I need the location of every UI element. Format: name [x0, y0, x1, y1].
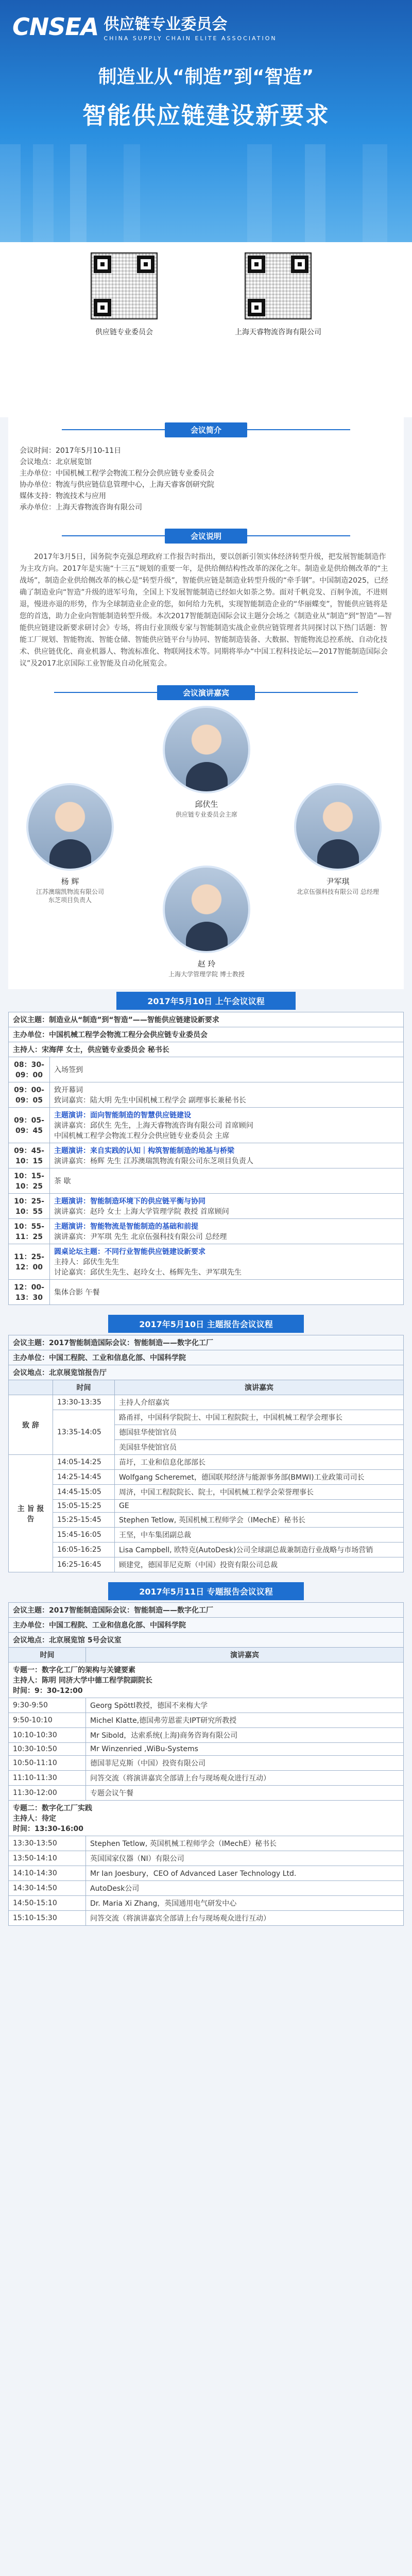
table-cell: AutoDesk公司 — [86, 1881, 404, 1896]
table-cell: 会议主题：2017智能制造国际会议：智能制造——数字化工厂 — [9, 1603, 404, 1618]
table-cell: 德国驻华使馆官员 — [115, 1425, 404, 1440]
schedule-banner — [0, 989, 412, 1012]
qr-code-icon[interactable] — [91, 252, 158, 319]
table-row — [9, 1896, 404, 1911]
table-row — [9, 1881, 404, 1896]
table-cell — [50, 1194, 404, 1219]
table-row — [9, 1455, 404, 1470]
table-row — [9, 1756, 404, 1771]
speaker-name: 杨 辉 — [61, 877, 79, 886]
speaker-title: 北京伍强科技有限公司 总经理 — [297, 888, 379, 895]
table-row — [9, 1395, 404, 1410]
avatar — [163, 706, 250, 793]
time-cell: 15:10-15:30 — [9, 1911, 86, 1926]
talk-title: 主题演讲：来自实践的认知｜构筑智能制造的地基与桥梁 — [54, 1147, 234, 1155]
section-banner-title: 会议说明 — [165, 529, 247, 544]
time-cell: 15:25-15:45 — [53, 1513, 115, 1528]
table-row — [9, 1851, 404, 1866]
qr-label: 供应链专业委员会 — [95, 328, 153, 336]
table-cell: Stephen Tetlow, 英国机械工程师学会（IMechE）秘书长 — [86, 1836, 404, 1851]
qr-label: 上海天睿物流咨询有限公司 — [235, 328, 321, 336]
table-row — [9, 1168, 404, 1194]
table-row — [9, 1219, 404, 1244]
table-cell: Georg Spöttl教授，德国不来梅大学 — [86, 1698, 404, 1713]
table-cell: Dr. Maria Xi Zhang，英国通用电气研发中心 — [86, 1896, 404, 1911]
table-row — [9, 1500, 404, 1513]
table-cell: 问答交流（将演讲嘉宾全部请上台与现场观众进行互动） — [86, 1771, 404, 1786]
table-row — [9, 1027, 404, 1042]
hero-title-line2: 智能供应链建设新要求 — [82, 101, 330, 129]
speaker-card — [13, 783, 127, 904]
speaker-name: 邱伏生 — [195, 800, 218, 809]
time-cell: 15:45-16:05 — [53, 1528, 115, 1543]
schedule-banner-title: 2017年5月10日 上午会议议程 — [116, 992, 296, 1010]
avatar — [163, 866, 250, 953]
table-row — [9, 1771, 404, 1786]
info-line: 协办单位：物流与供应链信息管理中心，上海天睿客创研究院 — [20, 481, 214, 489]
time-cell: 14:10-14:30 — [9, 1866, 86, 1881]
schedule-banner-title: 2017年5月10日 主题报告会议议程 — [108, 1315, 304, 1333]
table-row — [9, 1911, 404, 1926]
table-cell — [50, 1108, 404, 1143]
table-cell: 致开幕词 致词嘉宾：陆大明 先生中国机械工程学会 副理事长兼秘书长 — [50, 1082, 404, 1108]
table-row — [9, 1012, 404, 1027]
table-row — [9, 1280, 404, 1305]
table-cell: 德国菲尼克斯（中国）投资有限公司 — [86, 1756, 404, 1771]
info-line: 会议时间：2017年5月10-11日 — [20, 447, 122, 455]
table-row — [9, 1698, 404, 1713]
session-header: 专题一：数字化工厂的架构与关键要素 主持人：陈明 同济大学中德工程学院副院长 时间：9：30-12:00 — [9, 1663, 404, 1698]
table-row — [9, 1082, 404, 1108]
time-cell: 08：30- 09：00 — [9, 1057, 50, 1082]
table-row — [9, 1728, 404, 1743]
schedule-banner — [0, 1312, 412, 1335]
description-text: 2017年3月5日，国务院李克强总理政府工作报告时指出，要以创新引领实体经济转型升级，把发展智能制造作为主攻方向。2017年是实施“十三五”规划的重要一年，是供给侧结构性改革的深化之年。制造业是供给侧改革的“主战场”，制造企业供给侧改革的核心是“转型升级”，智能供应链是制造业转型升级的“牵手钢”。中国制造2025，已经确了制造业向“智造”升级的进军号角，全国上下发展智能制造已经如火如荼之势。面对千帆竞发、百舸争流，不进则退，慢进亦退的形势，作为全球制造业企业的您，如何给力先机，实现智能制造企业的“华丽蝶变”，智能供应链将是您的首选，助力企业向智能制造转型升级。本次2017智能制造国际会议主题分会场之《制造业从“制造”到“智造”—智能供应链建设新要求研讨会》专场，将由行业顶级专家与智能制造实战企业供应链管理者共同探讨以下热门话题：智能工厂规划、智能物流、智能仓储、智能供应链平台与协同、智能制造装备、大数据、智能物流总控系统、自动化技术、供应链优化、商业机器人、物流标准化、物联网技术等。同期将举办“中国工程科技论坛—2017智能制造国际会议”及2017北京国际工业智能及自动化展览会。 — [20, 553, 392, 668]
table-row — [9, 1513, 404, 1528]
table-cell: 茶 歇 — [50, 1168, 404, 1194]
time-cell: 10:30-10:50 — [9, 1743, 86, 1756]
time-cell: 16:05-16:25 — [53, 1543, 115, 1557]
table-cell: 英国国家仪器（NI）有限公司 — [86, 1851, 404, 1866]
table-cell: 会议地点：北京展览馆 5号会议室 — [9, 1633, 404, 1648]
time-cell: 10:50-11:10 — [9, 1756, 86, 1771]
section-banner-title: 会议简介 — [165, 422, 247, 437]
description-body — [8, 544, 404, 677]
time-cell: 14:05-14:25 — [53, 1455, 115, 1470]
speaker-title: 上海大学管理学院 博士教授 — [168, 971, 245, 978]
table-cell: 入场签到 — [50, 1057, 404, 1082]
speaker-card — [150, 706, 263, 819]
table-cell: Wolfgang Scheremet，德国联邦经济与能源事务部(BMWI)工业政策司司长 — [115, 1470, 404, 1485]
schedule-banner-title: 2017年5月11日 专题报告会议议程 — [108, 1582, 304, 1600]
table-cell — [50, 1244, 404, 1280]
session-header: 专题二：数字化工厂实践 主持人：待定 时间：13:30-16:00 — [9, 1801, 404, 1836]
schedule-table-day1-am — [8, 1012, 404, 1305]
table-row — [9, 1194, 404, 1219]
avatar — [26, 783, 114, 871]
qr-code-icon[interactable] — [245, 252, 312, 319]
info-line: 会议地点：北京展览馆 — [20, 458, 92, 466]
time-cell: 13:30-13:35 — [53, 1395, 115, 1410]
time-cell: 13:30-13:50 — [9, 1836, 86, 1851]
qr-row — [0, 242, 412, 417]
speaker-title: 供应链专业委员会主席 — [175, 811, 237, 818]
table-cell: 美国驻华使馆官员 — [115, 1440, 404, 1455]
table-cell: 专题会议午餐 — [86, 1786, 404, 1801]
hero-title-line1: 制造业从“制造”到“智造” — [98, 66, 314, 88]
table-row — [9, 1603, 404, 1618]
table-row — [9, 1743, 404, 1756]
time-cell: 14:50-15:10 — [9, 1896, 86, 1911]
table-row — [9, 1836, 404, 1851]
time-cell: 10：55- 11：25 — [9, 1219, 50, 1244]
talk-detail: 演讲嘉宾：赵玲 女士 上海大学管理学院 教授 首席顾问 — [54, 1208, 229, 1216]
qr-item — [91, 252, 158, 417]
table-cell: 会议主题：2017智能制造国际会议：智能制造——数字化工厂 — [9, 1335, 404, 1350]
table-cell: 问答交流（将演讲嘉宾全部请上台与现场观众进行互动） — [86, 1911, 404, 1926]
section-banner-title: 会议演讲嘉宾 — [157, 685, 255, 700]
info-line: 主办单位：中国机械工程学会物流工程分会供应链专业委员会 — [20, 469, 214, 478]
speakers-banner-wrap — [8, 677, 404, 701]
table-row — [9, 1866, 404, 1881]
table-row — [9, 1470, 404, 1485]
avatar — [294, 783, 382, 871]
table-cell: 主办单位：中国工程院、工业和信息化部、中国科学院 — [9, 1350, 404, 1365]
table-row — [9, 1410, 404, 1425]
description-section — [8, 520, 404, 677]
time-cell: 16:25-16:45 — [53, 1557, 115, 1572]
logo-cn-text: 供应链专业委员会 — [104, 15, 228, 33]
section-banner — [8, 528, 404, 544]
table-cell: Stephen Tetlow, 英国机械工程师学会（IMechE）秘书长 — [115, 1513, 404, 1528]
time-cell: 11：25- 12：00 — [9, 1244, 50, 1280]
talk-detail: 演讲嘉宾：杨辉 先生 江苏澳瑞凯物流有限公司东芝项目负责人 — [54, 1157, 253, 1165]
section-banner — [8, 421, 404, 438]
table-cell: 会议地点：北京展览馆报告厅 — [9, 1365, 404, 1380]
table-row — [9, 1365, 404, 1380]
speaker-name: 尹军琪 — [326, 877, 350, 886]
table-cell: 周济，中国工程院院长、院士，中国机械工程学会荣誉理事长 — [115, 1485, 404, 1500]
speaker-name: 赵 玲 — [197, 959, 216, 969]
table-cell: 主办单位：中国工程院、工业和信息化部、中国科学院 — [9, 1618, 404, 1633]
table-row — [9, 1618, 404, 1633]
table-row — [9, 1663, 404, 1698]
table-row — [9, 1633, 404, 1648]
time-cell: 09：05- 09：45 — [9, 1108, 50, 1143]
table-row — [9, 1143, 404, 1168]
table-header-row — [9, 1648, 404, 1663]
time-cell: 09：45- 10：15 — [9, 1143, 50, 1168]
talk-title: 主题演讲：智能物流是智能制造的基础和前提 — [54, 1223, 198, 1231]
time-cell: 11:30-12:00 — [9, 1786, 86, 1801]
table-row — [9, 1786, 404, 1801]
table-cell: 王坚，中车集团副总裁 — [115, 1528, 404, 1543]
table-cell: 主办单位：中国机械工程学会物流工程分会供应链专业委员会 — [9, 1027, 404, 1042]
table-row — [9, 1244, 404, 1280]
column-header: 演讲嘉宾 — [86, 1648, 404, 1663]
table-row — [9, 1543, 404, 1557]
time-cell: 9:30-9:50 — [9, 1698, 86, 1713]
time-cell: 14:30-14:50 — [9, 1881, 86, 1896]
time-cell: 14:45-15:05 — [53, 1485, 115, 1500]
time-cell: 15:05-15:25 — [53, 1500, 115, 1513]
logo-caption — [104, 11, 277, 42]
table-cell: Mr Sibold，达索系统(上海)商务咨询有限公司 — [86, 1728, 404, 1743]
conference-info — [8, 438, 404, 520]
talk-detail: 演讲嘉宾：尹军琪 先生 北京伍强科技有限公司 总经理 — [54, 1233, 227, 1241]
column-header — [9, 1380, 53, 1395]
table-row — [9, 1801, 404, 1836]
time-cell: 10：25- 10：55 — [9, 1194, 50, 1219]
table-cell — [50, 1143, 404, 1168]
talk-detail: 演讲嘉宾：邱伏生 先生，上海天睿物流咨询有限公司 首席顾问 中国机械工程学会物流工程分会供应链专业委员会 主席 — [54, 1122, 253, 1140]
time-cell: 11:10-11:30 — [9, 1771, 86, 1786]
logo-en-text: CHINA SUPPLY CHAIN ELITE ASSOCIATION — [104, 35, 277, 42]
column-header: 时间 — [9, 1648, 86, 1663]
time-cell: 09：00- 09：05 — [9, 1082, 50, 1108]
time-cell: 14:25-14:45 — [53, 1470, 115, 1485]
info-line: 媒体支持：物流技术与应用 — [20, 492, 106, 500]
logo: CNSEA — [12, 12, 99, 41]
time-cell: 9:50-10:10 — [9, 1713, 86, 1728]
speaker-title: 江苏澳瑞凯物流有限公司 东芝项目负责人 — [36, 888, 104, 904]
table-row — [9, 1528, 404, 1543]
hero-header — [0, 0, 412, 242]
column-header: 时间 — [53, 1380, 115, 1395]
time-cell: 12：00- 13：30 — [9, 1280, 50, 1305]
talk-title: 主题演讲：面向智能制造的智慧供应链建设 — [54, 1111, 191, 1120]
talk-title: 圆桌论坛主题：不同行业智能供应链建设新要求 — [54, 1248, 205, 1256]
table-cell: Mr Winzenried ,WiBu-Systems — [86, 1743, 404, 1756]
intro-section — [8, 417, 404, 520]
talk-detail: 主持人：邱伏生先生 讨论嘉宾：邱伏生先生、赵玲女士、杨辉先生、尹军琪先生 — [54, 1258, 242, 1277]
table-cell: Mr Ian Joesbury，CEO of Advanced Laser Technology Ltd. — [86, 1866, 404, 1881]
table-header-row — [9, 1380, 404, 1395]
table-row — [9, 1042, 404, 1057]
table-cell: 主持人：宋海萍 女士，供应链专业委员会 秘书长 — [9, 1042, 404, 1057]
time-cell: 13:50-14:10 — [9, 1851, 86, 1866]
qr-item — [235, 252, 321, 417]
table-row — [9, 1485, 404, 1500]
table-cell: 会议主题：制造业从“制造”到“智造”——智能供应链建设新要求 — [9, 1012, 404, 1027]
schedule-table-day1-pm — [8, 1335, 404, 1572]
time-cell: 10:10-10:30 — [9, 1728, 86, 1743]
logo-row — [0, 0, 412, 42]
table-row — [9, 1713, 404, 1728]
table-row — [9, 1557, 404, 1572]
table-cell: 路甬祥，中国科学院院士、中国工程院院士，中国机械工程学会理事长 — [115, 1410, 404, 1425]
speaker-card — [281, 783, 394, 896]
talk-title: 主题演讲：智能制造环境下的供应链平衡与协同 — [54, 1197, 205, 1206]
table-row — [9, 1057, 404, 1082]
table-row — [9, 1108, 404, 1143]
column-header: 演讲嘉宾 — [115, 1380, 404, 1395]
speakers-section — [8, 701, 404, 989]
schedule-banner — [0, 1580, 412, 1602]
table-cell: 主持人介绍嘉宾 — [115, 1395, 404, 1410]
speaker-card — [150, 866, 263, 978]
table-cell — [50, 1219, 404, 1244]
time-cell: 10：15- 10：25 — [9, 1168, 50, 1194]
table-row — [9, 1350, 404, 1365]
skyline-decoration — [0, 144, 412, 242]
group-label: 主 旨 报 告 — [9, 1455, 53, 1572]
group-label: 致 辞 — [9, 1395, 53, 1455]
table-cell: 集体合影 午餐 — [50, 1280, 404, 1305]
table-cell: Lisa Campbell, 欧特克(AutoDesk)公司全球副总裁兼制造行业战略与市场营销 — [115, 1543, 404, 1557]
table-cell: 顾建党，德国菲尼克斯（中国）投资有限公司总裁 — [115, 1557, 404, 1572]
section-banner — [8, 684, 404, 701]
table-cell: GE — [115, 1500, 404, 1513]
info-line: 承办单位：上海天睿物流咨询有限公司 — [20, 503, 142, 512]
table-cell: 苗圩，工业和信息化部部长 — [115, 1455, 404, 1470]
time-cell: 13:35-14:05 — [53, 1410, 115, 1455]
table-cell: Michel Klatte,德国弗劳恩霍夫IPT研究所教授 — [86, 1713, 404, 1728]
table-row — [9, 1335, 404, 1350]
schedule-table-day2 — [8, 1602, 404, 1926]
